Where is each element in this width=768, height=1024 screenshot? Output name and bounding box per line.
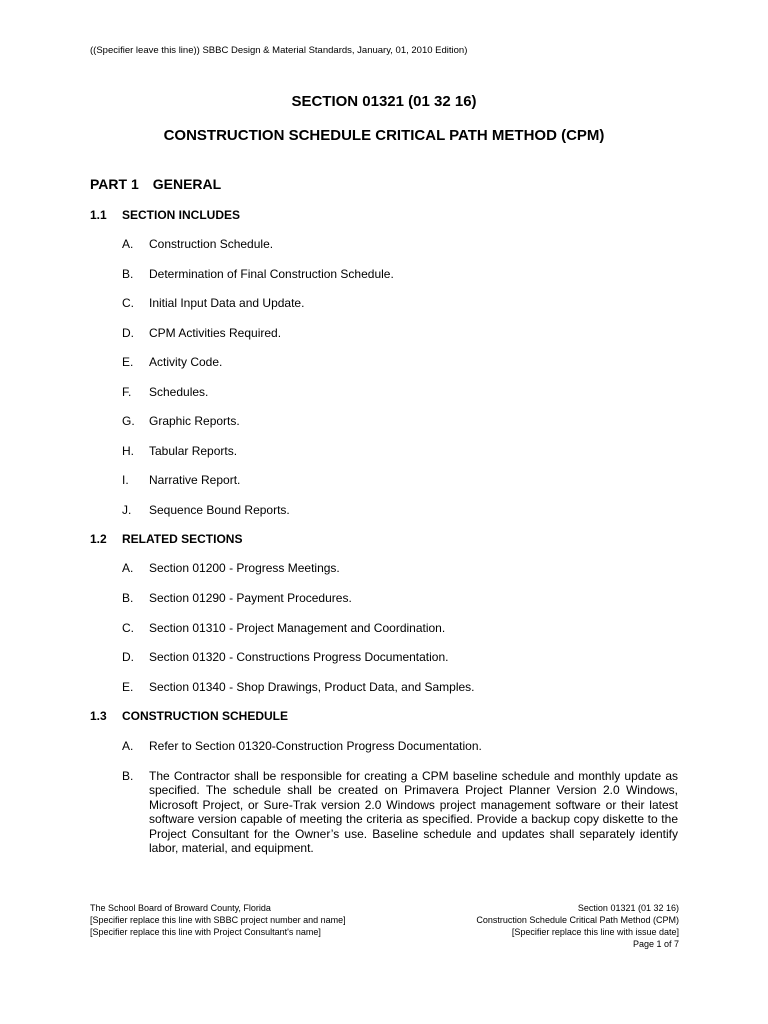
footer-left bbox=[90, 902, 346, 938]
paragraph-item bbox=[122, 769, 678, 855]
item-letter: E. bbox=[122, 355, 134, 369]
footer-section-number: Section 01321 (01 32 16) bbox=[577, 903, 679, 913]
list-item bbox=[122, 591, 352, 605]
paragraph-text: The Contractor shall be responsible for creating a CPM baseline schedule and monthly update as specified. The schedule shall be created on Primavera Project Planner Version 2.0 Windows, Microsoft Project, or Sure-Trak version 2.0 Windows project management software or their latest software version capable of meeting the criteria as specified. Provide a backup copy diskette to the Project Consultant for the Owner’s use. Baseline schedule and updates shall separately identify labor, material, and equipment. bbox=[149, 769, 678, 856]
list-item bbox=[122, 444, 237, 458]
list-item bbox=[122, 296, 304, 310]
list-item bbox=[122, 267, 394, 281]
section-number: 1.1 bbox=[90, 208, 107, 222]
item-text: Narrative Report. bbox=[149, 473, 241, 487]
item-letter: A. bbox=[122, 561, 134, 575]
item-letter: J. bbox=[122, 503, 132, 517]
part-title: GENERAL bbox=[152, 176, 222, 192]
item-text: Activity Code. bbox=[149, 355, 223, 369]
section-heading-title: RELATED SECTIONS bbox=[122, 532, 243, 546]
list-item bbox=[122, 680, 475, 694]
list-item bbox=[122, 326, 281, 340]
list-item bbox=[122, 621, 445, 635]
item-text: Determination of Final Construction Schedule. bbox=[149, 267, 394, 281]
section-heading-1-1 bbox=[90, 208, 240, 222]
item-letter: B. bbox=[122, 267, 134, 281]
list-item bbox=[122, 739, 482, 753]
item-text: Section 01290 - Payment Procedures. bbox=[149, 591, 352, 605]
section-heading-1-3 bbox=[90, 709, 288, 723]
footer-project-placeholder: [Specifier replace this line with SBBC project number and name] bbox=[90, 915, 346, 925]
footer-section-title: Construction Schedule Critical Path Method (CPM) bbox=[476, 915, 679, 925]
item-letter: C. bbox=[122, 296, 134, 310]
item-text: Section 01200 - Progress Meetings. bbox=[149, 561, 340, 575]
item-text: Graphic Reports. bbox=[149, 414, 240, 428]
item-letter: B. bbox=[122, 591, 134, 605]
item-text: Sequence Bound Reports. bbox=[149, 503, 290, 517]
section-heading-title: CONSTRUCTION SCHEDULE bbox=[122, 709, 289, 723]
part-number: PART 1 bbox=[90, 176, 139, 192]
item-letter: C. bbox=[122, 621, 134, 635]
item-text: Section 01320 - Constructions Progress Documentation. bbox=[149, 650, 449, 664]
item-letter: D. bbox=[122, 326, 134, 340]
page-header-note: ((Specifier leave this line)) SBBC Design & Material Standards, January, 01, 2010 Edition) bbox=[90, 45, 468, 56]
item-letter: A. bbox=[122, 739, 134, 753]
item-text: Refer to Section 01320-Construction Progress Documentation. bbox=[149, 739, 482, 753]
section-number: 1.2 bbox=[90, 532, 107, 546]
section-heading-title: SECTION INCLUDES bbox=[122, 208, 241, 222]
item-letter: F. bbox=[122, 385, 132, 399]
list-item bbox=[122, 561, 340, 575]
footer-right bbox=[476, 902, 679, 950]
item-letter: E. bbox=[122, 680, 134, 694]
footer-consultant-placeholder: [Specifier replace this line with Project Consultant's name] bbox=[90, 927, 321, 937]
item-text: Schedules. bbox=[149, 385, 209, 399]
item-text: Section 01340 - Shop Drawings, Product Data, and Samples. bbox=[149, 680, 475, 694]
footer-school-board: The School Board of Broward County, Florida bbox=[90, 903, 271, 913]
section-title: SECTION 01321 (01 32 16) bbox=[291, 93, 477, 110]
list-item bbox=[122, 473, 240, 487]
item-text: Construction Schedule. bbox=[149, 237, 274, 251]
item-letter: I. bbox=[122, 473, 129, 487]
list-item bbox=[122, 355, 222, 369]
section-heading-1-2 bbox=[90, 532, 242, 546]
item-letter: H. bbox=[122, 444, 134, 458]
list-item bbox=[122, 237, 273, 251]
item-text: Initial Input Data and Update. bbox=[149, 296, 305, 310]
item-text: Section 01310 - Project Management and Coordination. bbox=[149, 621, 446, 635]
item-letter: A. bbox=[122, 237, 134, 251]
section-number: 1.3 bbox=[90, 709, 107, 723]
item-letter: D. bbox=[122, 650, 134, 664]
item-letter: B. bbox=[122, 769, 134, 783]
item-text: Tabular Reports. bbox=[149, 444, 238, 458]
footer-page-number: Page 1 of 7 bbox=[632, 939, 679, 949]
list-item bbox=[122, 414, 240, 428]
document-title: CONSTRUCTION SCHEDULE CRITICAL PATH METHOD (CPM) bbox=[163, 127, 605, 144]
item-letter: G. bbox=[122, 414, 135, 428]
list-item bbox=[122, 385, 208, 399]
footer-issue-date-placeholder: [Specifier replace this line with issue date] bbox=[511, 927, 679, 937]
item-text: CPM Activities Required. bbox=[149, 326, 282, 340]
list-item bbox=[122, 503, 290, 517]
list-item bbox=[122, 650, 449, 664]
part-heading bbox=[90, 176, 221, 192]
